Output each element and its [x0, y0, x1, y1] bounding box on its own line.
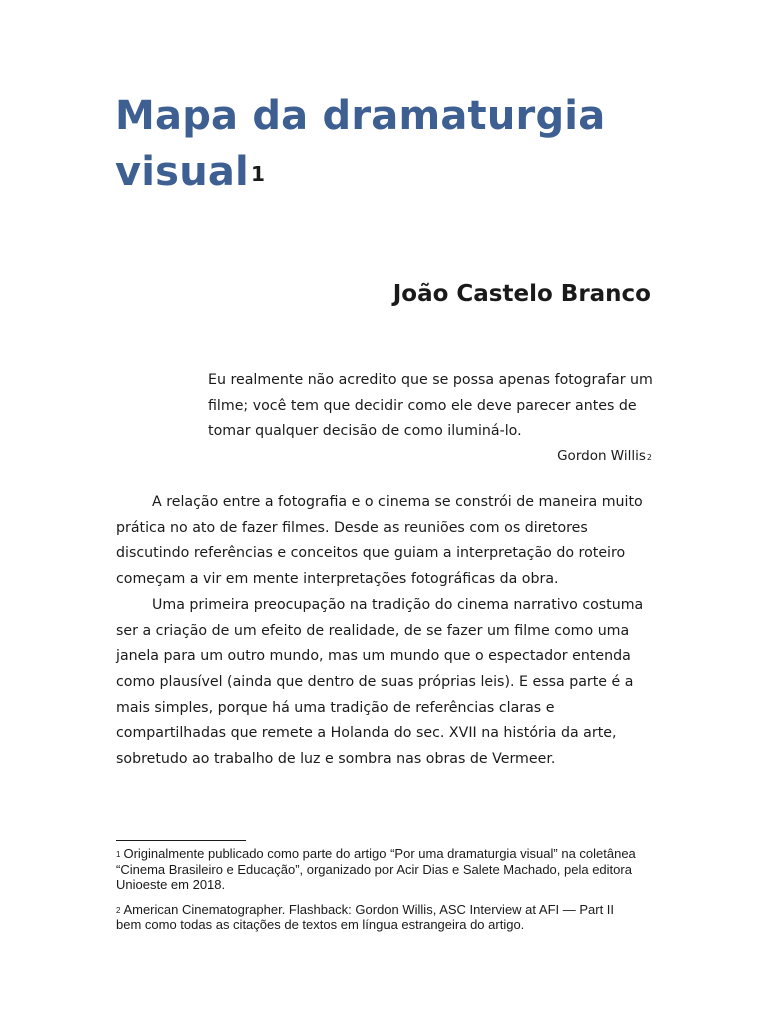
epigraph-source-name: Gordon Willis [557, 448, 646, 464]
epigraph-footnote-ref[interactable]: 2 [646, 453, 652, 462]
author-name: João Castelo Branco [392, 281, 651, 307]
footnote-text: Originalmente publicado como parte do artigo “Por uma dramaturgia visual” na coletânea “Cinema Brasileiro e Educação”, organizado por Acir Dias e Salete Machado, pela editora Unioeste em 2018. [116, 846, 636, 892]
body-text [116, 490, 656, 773]
footnote-text: American Cinematographer. Flashback: Gordon Willis, ASC Interview at AFI — Part II bem como todas as citações de textos em língua estrangeira do artigo. [116, 901, 615, 932]
epigraph-attribution [557, 445, 652, 467]
footnote-2 [116, 902, 636, 933]
document-title [115, 88, 675, 200]
title-footnote-ref[interactable]: 1 [250, 162, 266, 186]
body-paragraph: A relação entre a fotografia e o cinema se constrói de maneira muito prática no ato de fazer filmes. Desde as reuniões com os diretores discutindo referências e conceitos que guiam a interpretação do roteiro começam a vir em mente interpretações fotográficas da obra. [116, 494, 643, 588]
title-text: Mapa da dramaturgia visual [115, 93, 606, 195]
footnote-separator [116, 840, 246, 841]
footnote-marker: 1 [116, 850, 121, 859]
footnote-marker: 2 [116, 905, 121, 915]
epigraph-quote: Eu realmente não acredito que se possa apenas fotografar um filme; você tem que decidir como ele deve parecer antes de tomar qualquer decisão de como iluminá-lo. [208, 372, 653, 439]
footnotes [116, 846, 636, 942]
footnote-1 [116, 846, 636, 893]
body-paragraph: Uma primeira preocupação na tradição do cinema narrativo costuma ser a criação de um efeito de realidade, de se fazer um filme como uma janela para um outro mundo, mas um mundo que o espectador entenda como plausível (ainda que dentro de suas próprias leis). E essa parte é a mais simples, porque há uma tradição de referências claras e compartilhadas que remete a Holanda do sec. XVII na história da arte, sobretudo ao trabalho de luz e sombra nas obras de Vermeer. [116, 596, 644, 768]
